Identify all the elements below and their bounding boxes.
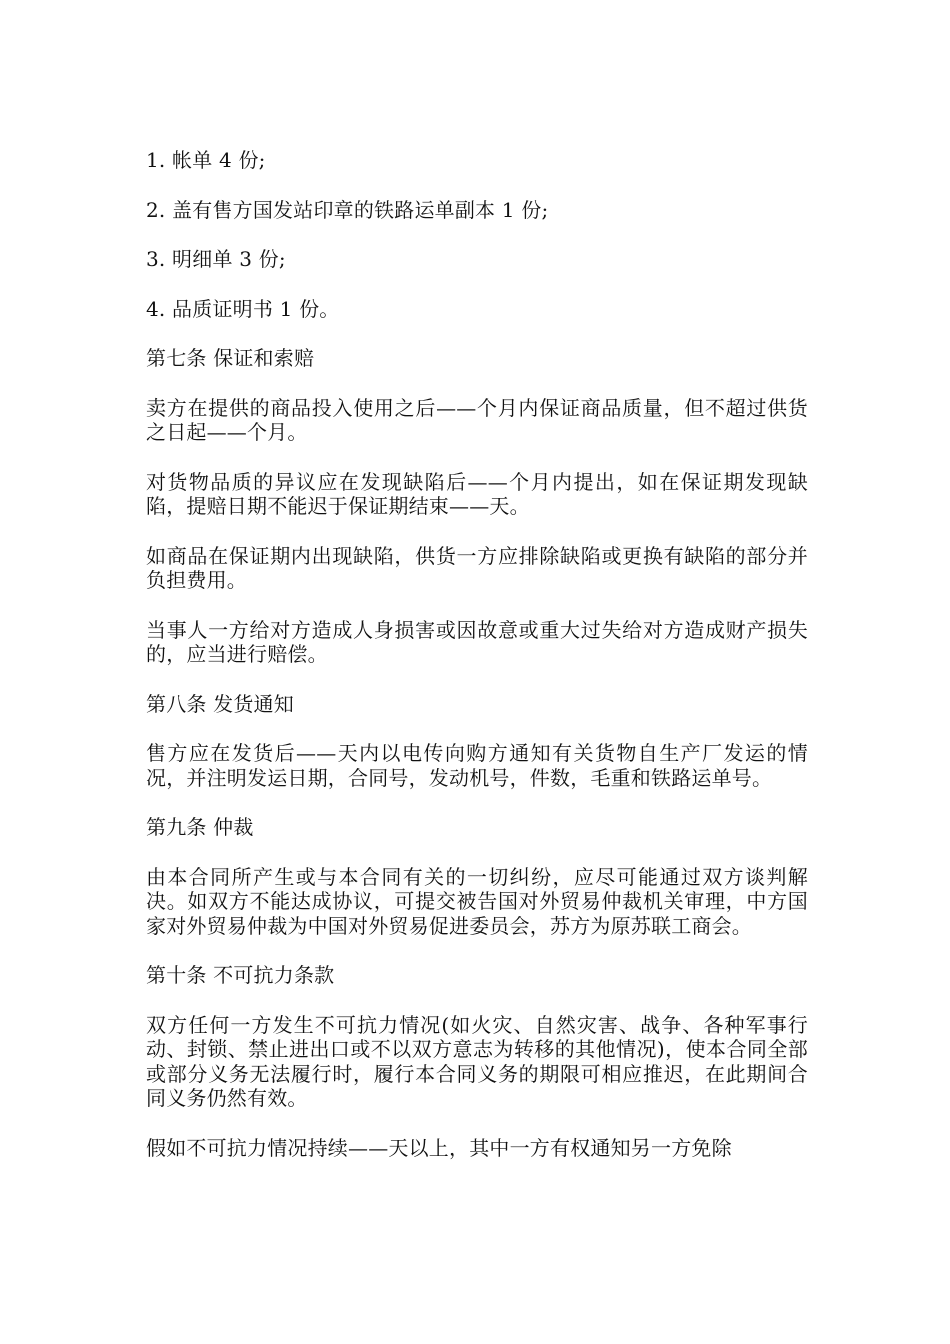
article-10-paragraph-1: 双方任何一方发生不可抗力情况(如火灾、自然灾害、战争、各种军事行动、封锁、禁止进出口或不以双方意志为转移的其他情况)，使本合同全部或部分义务无法履行时，履行本合同义务的期限可相应推迟，在此期间合同义务仍然有效。 (146, 1012, 808, 1110)
article-8-heading: 第八条 发货通知 (146, 691, 294, 716)
list-item-1: 1. 帐单 4 份; (146, 148, 266, 172)
article-7-heading: 第七条 保证和索赔 (146, 346, 315, 370)
article-8-paragraph-1: 售方应在发货后——天内以电传向购方通知有关货物自生产厂发运的情况，并注明发运日期，合同号，发动机号，件数，毛重和铁路运单号。 (146, 741, 808, 790)
list-item-2: 2. 盖有售方国发站印章的铁路运单副本 1 份; (146, 197, 549, 222)
article-7-paragraph-3: 如商品在保证期内出现缺陷，供货一方应排除缺陷或更换有缺陷的部分并负担费用。 (146, 543, 808, 592)
document-page (146, 148, 808, 1185)
article-7-paragraph-1: 卖方在提供的商品投入使用之后——个月内保证商品质量，但不超过供货之日起——个月。 (146, 395, 808, 444)
article-9-heading: 第九条 仲裁 (146, 815, 254, 839)
article-10-heading: 第十条 不可抗力条款 (146, 963, 335, 987)
article-7-paragraph-4: 当事人一方给对方造成人身损害或因故意或重大过失给对方造成财产损失的，应当进行赔偿。 (146, 617, 808, 666)
article-7-paragraph-2: 对货物品质的异议应在发现缺陷后——个月内提出，如在保证期发现缺陷，提赔日期不能迟于保证期结束——天。 (146, 469, 808, 518)
list-item-4: 4. 品质证明书 1 份。 (146, 296, 340, 321)
article-9-paragraph-1: 由本合同所产生或与本合同有关的一切纠纷，应尽可能通过双方谈判解决。如双方不能达成协议，可提交被告国对外贸易仲裁机关审理，中方国家对外贸易仲裁为中国对外贸易促进委员会，苏方为原苏联工商会。 (146, 864, 808, 938)
article-10-paragraph-2: 假如不可抗力情况持续——天以上，其中一方有权通知另一方免除 (146, 1135, 732, 1160)
list-item-3: 3. 明细单 3 份; (146, 247, 286, 271)
